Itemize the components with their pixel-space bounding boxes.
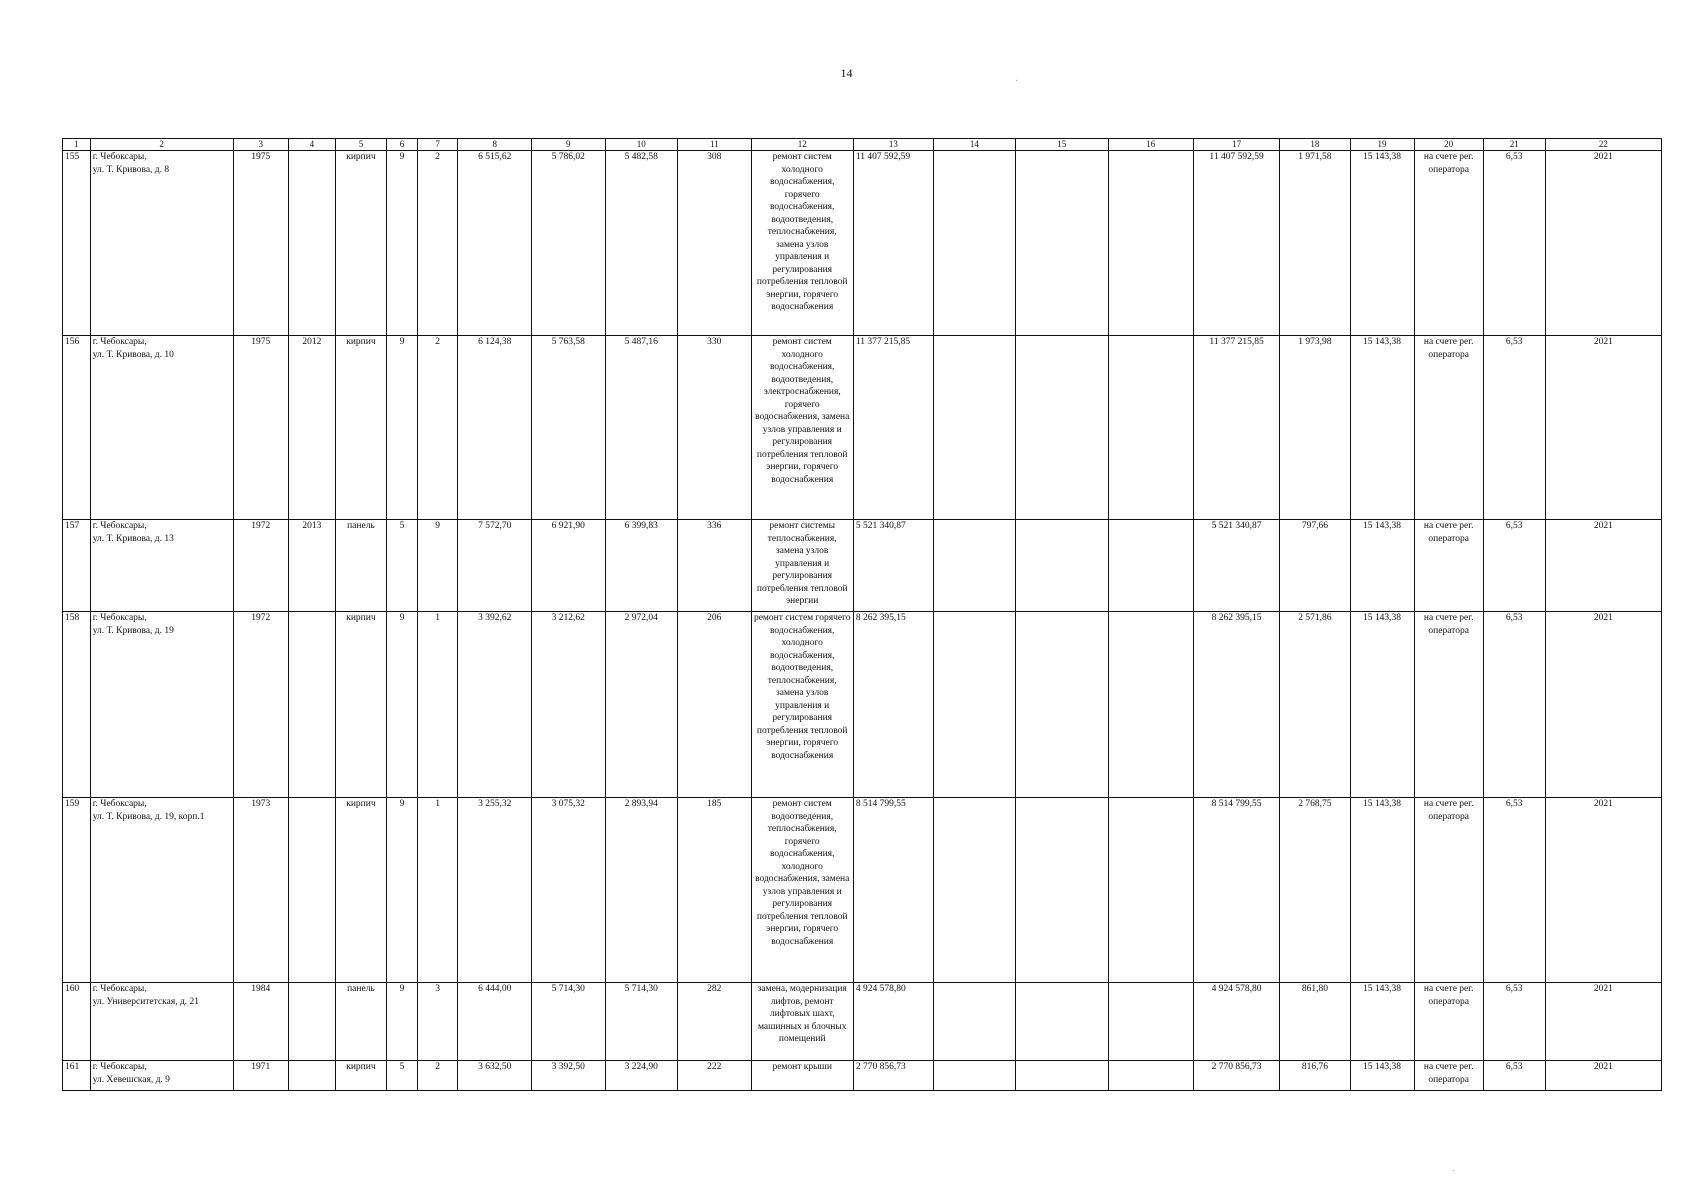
cell-col-17: 8 514 799,55 <box>1193 798 1279 983</box>
column-header-6: 6 <box>387 139 418 151</box>
cell-col-16 <box>1108 612 1193 798</box>
cell-col-8: 7 572,70 <box>458 520 532 612</box>
cell-col-17: 5 521 340,87 <box>1193 520 1279 612</box>
cell-col-18: 1 971,58 <box>1280 151 1350 336</box>
cell-col-4 <box>288 983 335 1061</box>
cell-col-5: панель <box>335 983 386 1061</box>
cell-col-7: 3 <box>417 983 458 1061</box>
cell-col-3: 1975 <box>233 336 288 520</box>
cell-col-18: 2 571,86 <box>1280 612 1350 798</box>
cell-col-18: 2 768,75 <box>1280 798 1350 983</box>
cell-col-1: 158 <box>63 612 91 798</box>
cell-col-5: кирпич <box>335 1061 386 1091</box>
cell-col-14 <box>933 520 1015 612</box>
cell-col-7: 1 <box>417 612 458 798</box>
cell-col-5: кирпич <box>335 336 386 520</box>
cell-col-10: 2 893,94 <box>605 798 677 983</box>
cell-col-1: 157 <box>63 520 91 612</box>
cell-col-22: 2021 <box>1545 520 1661 612</box>
cell-col-9: 6 921,90 <box>531 520 605 612</box>
table-row <box>63 520 1662 612</box>
cell-col-21: 6,53 <box>1483 612 1545 798</box>
cell-col-15 <box>1015 983 1108 1061</box>
cell-col-8: 6 515,62 <box>458 151 532 336</box>
cell-col-15 <box>1015 336 1108 520</box>
cell-col-19: 15 143,38 <box>1350 983 1414 1061</box>
column-header-8: 8 <box>458 139 532 151</box>
column-header-15: 15 <box>1015 139 1108 151</box>
cell-col-5: панель <box>335 520 386 612</box>
cell-col-1: 155 <box>63 151 91 336</box>
cell-col-13: 11 407 592,59 <box>853 151 933 336</box>
scan-dot: · <box>1452 1166 1456 1177</box>
cell-col-16 <box>1108 520 1193 612</box>
cell-col-17: 8 262 395,15 <box>1193 612 1279 798</box>
cell-col-18: 797,66 <box>1280 520 1350 612</box>
column-header-9: 9 <box>531 139 605 151</box>
cell-col-14 <box>933 983 1015 1061</box>
table-body <box>63 151 1662 1091</box>
table-row <box>63 798 1662 983</box>
table-row <box>63 612 1662 798</box>
column-header-20: 20 <box>1414 139 1483 151</box>
cell-col-12: ремонт систем горячего водоснабжения, холодного водоснабжения, водоотведения, теплоснабжения, замена узлов управления и регулирования потребления тепловой энергии, горячего водоснабжения <box>751 612 853 798</box>
cell-col-15 <box>1015 798 1108 983</box>
column-header-17: 17 <box>1193 139 1279 151</box>
table-row <box>63 151 1662 336</box>
header-row <box>63 139 1662 151</box>
cell-col-3: 1972 <box>233 520 288 612</box>
cell-col-5: кирпич <box>335 612 386 798</box>
cell-col-15 <box>1015 612 1108 798</box>
cell-col-4 <box>288 151 335 336</box>
cell-col-12: ремонт систем холодного водоснабжения, водоотведения, электроснабжения, горячего водоснабжения, замена узлов управления и регулирования потребления тепловой энергии, горячего водоснабжения <box>751 336 853 520</box>
cell-col-12: ремонт систем водоотведения, теплоснабжения, горячего водоснабжения, холодного водоснабжения, замена узлов управления и регулирования потребления тепловой энергии, горячего водоснабжения <box>751 798 853 983</box>
cell-col-11: 222 <box>678 1061 752 1091</box>
cell-col-8: 6 444,00 <box>458 983 532 1061</box>
cell-col-2: г. Чебоксары, ул. Т. Кривова, д. 19 <box>90 612 233 798</box>
cell-col-21: 6,53 <box>1483 983 1545 1061</box>
cell-col-21: 6,53 <box>1483 336 1545 520</box>
cell-col-6: 5 <box>387 1061 418 1091</box>
cell-col-1: 159 <box>63 798 91 983</box>
cell-col-9: 3 075,32 <box>531 798 605 983</box>
cell-col-9: 3 392,50 <box>531 1061 605 1091</box>
cell-col-13: 5 521 340,87 <box>853 520 933 612</box>
cell-col-17: 11 407 592,59 <box>1193 151 1279 336</box>
cell-col-9: 5 763,58 <box>531 336 605 520</box>
cell-col-22: 2021 <box>1545 612 1661 798</box>
cell-col-20: на счете рег. оператора <box>1414 336 1483 520</box>
cell-col-4 <box>288 612 335 798</box>
cell-col-7: 2 <box>417 336 458 520</box>
cell-col-4: 2012 <box>288 336 335 520</box>
column-header-22: 22 <box>1545 139 1661 151</box>
cell-col-1: 160 <box>63 983 91 1061</box>
cell-col-11: 185 <box>678 798 752 983</box>
cell-col-9: 5 786,02 <box>531 151 605 336</box>
cell-col-18: 816,76 <box>1280 1061 1350 1091</box>
cell-col-1: 161 <box>63 1061 91 1091</box>
cell-col-11: 282 <box>678 983 752 1061</box>
cell-col-20: на счете рег. оператора <box>1414 798 1483 983</box>
cell-col-12: замена, модернизация лифтов, ремонт лифтовых шахт, машинных и блочных помещений <box>751 983 853 1061</box>
cell-col-22: 2021 <box>1545 151 1661 336</box>
cell-col-20: на счете рег. оператора <box>1414 983 1483 1061</box>
cell-col-8: 6 124,38 <box>458 336 532 520</box>
column-header-1: 1 <box>63 139 91 151</box>
cell-col-16 <box>1108 336 1193 520</box>
page-number: 14 <box>840 66 853 80</box>
cell-col-10: 6 399,83 <box>605 520 677 612</box>
cell-col-3: 1984 <box>233 983 288 1061</box>
cell-col-22: 2021 <box>1545 983 1661 1061</box>
cell-col-20: на счете рег. оператора <box>1414 520 1483 612</box>
table-row <box>63 1061 1662 1091</box>
cell-col-22: 2021 <box>1545 1061 1661 1091</box>
cell-col-16 <box>1108 151 1193 336</box>
cell-col-14 <box>933 612 1015 798</box>
column-header-3: 3 <box>233 139 288 151</box>
cell-col-17: 4 924 578,80 <box>1193 983 1279 1061</box>
cell-col-2: г. Чебоксары, ул. Т. Кривова, д. 19, корп.1 <box>90 798 233 983</box>
cell-col-20: на счете рег. оператора <box>1414 1061 1483 1091</box>
column-header-4: 4 <box>288 139 335 151</box>
cell-col-21: 6,53 <box>1483 798 1545 983</box>
cell-col-14 <box>933 798 1015 983</box>
cell-col-11: 336 <box>678 520 752 612</box>
cell-col-19: 15 143,38 <box>1350 336 1414 520</box>
cell-col-17: 11 377 215,85 <box>1193 336 1279 520</box>
cell-col-8: 3 255,32 <box>458 798 532 983</box>
capital-repair-table <box>62 138 1662 1091</box>
cell-col-15 <box>1015 1061 1108 1091</box>
cell-col-20: на счете рег. оператора <box>1414 612 1483 798</box>
cell-col-16 <box>1108 798 1193 983</box>
cell-col-10: 5 482,58 <box>605 151 677 336</box>
cell-col-18: 861,80 <box>1280 983 1350 1061</box>
cell-col-21: 6,53 <box>1483 151 1545 336</box>
cell-col-6: 9 <box>387 983 418 1061</box>
column-header-16: 16 <box>1108 139 1193 151</box>
cell-col-20: на счете рег. оператора <box>1414 151 1483 336</box>
cell-col-11: 206 <box>678 612 752 798</box>
cell-col-11: 308 <box>678 151 752 336</box>
scan-dot: · <box>1015 76 1019 87</box>
cell-col-7: 1 <box>417 798 458 983</box>
cell-col-19: 15 143,38 <box>1350 520 1414 612</box>
cell-col-3: 1975 <box>233 151 288 336</box>
cell-col-6: 9 <box>387 336 418 520</box>
cell-col-12: ремонт крыши <box>751 1061 853 1091</box>
column-header-12: 12 <box>751 139 853 151</box>
column-header-2: 2 <box>90 139 233 151</box>
cell-col-21: 6,53 <box>1483 520 1545 612</box>
cell-col-13: 11 377 215,85 <box>853 336 933 520</box>
cell-col-2: г. Чебоксары, ул. Т. Кривова, д. 10 <box>90 336 233 520</box>
cell-col-13: 4 924 578,80 <box>853 983 933 1061</box>
cell-col-7: 2 <box>417 1061 458 1091</box>
cell-col-10: 5 487,16 <box>605 336 677 520</box>
cell-col-2: г. Чебоксары, ул. Хевешская, д. 9 <box>90 1061 233 1091</box>
cell-col-3: 1971 <box>233 1061 288 1091</box>
cell-col-17: 2 770 856,73 <box>1193 1061 1279 1091</box>
cell-col-3: 1972 <box>233 612 288 798</box>
cell-col-6: 9 <box>387 151 418 336</box>
cell-col-6: 9 <box>387 612 418 798</box>
cell-col-4: 2013 <box>288 520 335 612</box>
cell-col-22: 2021 <box>1545 798 1661 983</box>
cell-col-5: кирпич <box>335 798 386 983</box>
cell-col-5: кирпич <box>335 151 386 336</box>
column-header-19: 19 <box>1350 139 1414 151</box>
cell-col-19: 15 143,38 <box>1350 612 1414 798</box>
cell-col-3: 1973 <box>233 798 288 983</box>
cell-col-16 <box>1108 983 1193 1061</box>
cell-col-15 <box>1015 520 1108 612</box>
table-row <box>63 336 1662 520</box>
cell-col-16 <box>1108 1061 1193 1091</box>
cell-col-8: 3 632,50 <box>458 1061 532 1091</box>
column-header-5: 5 <box>335 139 386 151</box>
cell-col-13: 8 514 799,55 <box>853 798 933 983</box>
cell-col-12: ремонт системы теплоснабжения, замена узлов управления и регулирования потребления тепловой энергии <box>751 520 853 612</box>
cell-col-21: 6,53 <box>1483 1061 1545 1091</box>
cell-col-4 <box>288 1061 335 1091</box>
cell-col-10: 3 224,90 <box>605 1061 677 1091</box>
cell-col-2: г. Чебоксары, ул. Университетская, д. 21 <box>90 983 233 1061</box>
column-header-18: 18 <box>1280 139 1350 151</box>
cell-col-19: 15 143,38 <box>1350 1061 1414 1091</box>
cell-col-22: 2021 <box>1545 336 1661 520</box>
cell-col-13: 8 262 395,15 <box>853 612 933 798</box>
cell-col-10: 5 714,30 <box>605 983 677 1061</box>
column-header-10: 10 <box>605 139 677 151</box>
cell-col-10: 2 972,04 <box>605 612 677 798</box>
cell-col-6: 5 <box>387 520 418 612</box>
column-header-11: 11 <box>678 139 752 151</box>
cell-col-11: 330 <box>678 336 752 520</box>
cell-col-14 <box>933 336 1015 520</box>
cell-col-12: ремонт систем холодного водоснабжения, горячего водоснабжения, водоотведения, теплоснабжения, замена узлов управления и регулирования потребления тепловой энергии, горячего водоснабжения <box>751 151 853 336</box>
cell-col-7: 2 <box>417 151 458 336</box>
cell-col-15 <box>1015 151 1108 336</box>
column-header-21: 21 <box>1483 139 1545 151</box>
cell-col-19: 15 143,38 <box>1350 151 1414 336</box>
table-row <box>63 983 1662 1061</box>
column-header-7: 7 <box>417 139 458 151</box>
cell-col-1: 156 <box>63 336 91 520</box>
cell-col-6: 9 <box>387 798 418 983</box>
cell-col-18: 1 973,98 <box>1280 336 1350 520</box>
column-header-14: 14 <box>933 139 1015 151</box>
cell-col-7: 9 <box>417 520 458 612</box>
cell-col-9: 3 212,62 <box>531 612 605 798</box>
cell-col-19: 15 143,38 <box>1350 798 1414 983</box>
column-header-13: 13 <box>853 139 933 151</box>
cell-col-13: 2 770 856,73 <box>853 1061 933 1091</box>
cell-col-2: г. Чебоксары, ул. Т. Кривова, д. 13 <box>90 520 233 612</box>
cell-col-8: 3 392,62 <box>458 612 532 798</box>
cell-col-9: 5 714,30 <box>531 983 605 1061</box>
cell-col-14 <box>933 1061 1015 1091</box>
cell-col-4 <box>288 798 335 983</box>
cell-col-2: г. Чебоксары, ул. Т. Кривова, д. 8 <box>90 151 233 336</box>
cell-col-14 <box>933 151 1015 336</box>
